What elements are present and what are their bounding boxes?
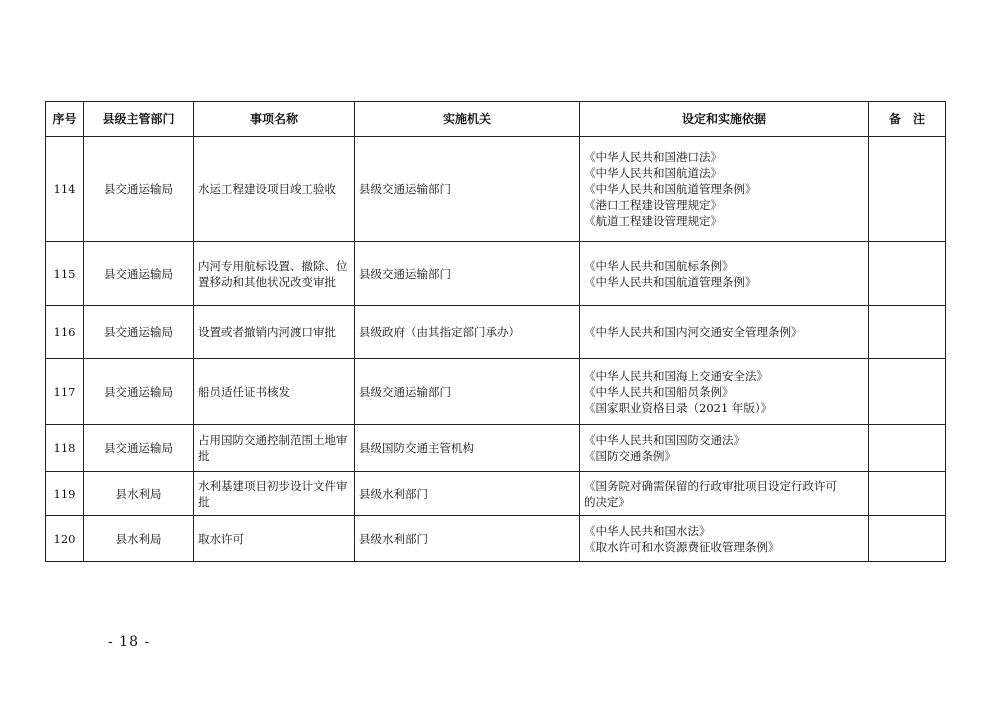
row-name: 设置或者撤销内河渡口审批 bbox=[194, 306, 355, 359]
row-dept: 县交通运输局 bbox=[84, 242, 194, 306]
row-dept: 县交通运输局 bbox=[84, 425, 194, 472]
table-row bbox=[46, 306, 946, 359]
basis-line: 《中华人民共和国航道法》 bbox=[584, 166, 722, 180]
header-name: 事项名称 bbox=[194, 102, 355, 137]
row-basis bbox=[580, 359, 869, 425]
basis-line: 《中华人民共和国航道管理条例》 bbox=[584, 182, 757, 196]
row-num: 120 bbox=[46, 516, 84, 562]
basis-line: 《中华人民共和国内河交通安全管理条例》 bbox=[584, 325, 803, 339]
row-name: 水运工程建设项目竣工验收 bbox=[194, 137, 355, 242]
basis-line: 《中华人民共和国航道管理条例》 bbox=[584, 274, 757, 289]
row-remark bbox=[869, 306, 946, 359]
table-header-row bbox=[46, 102, 946, 137]
basis-line: 《中华人民共和国海上交通安全法》 bbox=[584, 368, 768, 383]
row-org: 县级国防交通主管机构 bbox=[355, 425, 580, 472]
row-num: 116 bbox=[46, 306, 84, 359]
row-basis bbox=[580, 137, 869, 242]
row-basis bbox=[580, 472, 869, 516]
header-remark: 备 注 bbox=[869, 102, 946, 137]
row-basis bbox=[580, 516, 869, 562]
row-org: 县级交通运输部门 bbox=[355, 242, 580, 306]
row-org: 县级政府（由其指定部门承办） bbox=[355, 306, 580, 359]
row-basis bbox=[580, 425, 869, 472]
basis-line: 《中华人民共和国航标条例》 bbox=[584, 258, 734, 273]
row-basis bbox=[580, 306, 869, 359]
header-basis: 设定和实施依据 bbox=[580, 102, 869, 137]
approval-items-table bbox=[45, 101, 946, 562]
row-num: 118 bbox=[46, 425, 84, 472]
basis-line: 的决定》 bbox=[584, 494, 630, 509]
row-dept: 县交通运输局 bbox=[84, 359, 194, 425]
basis-line: 《港口工程建设管理规定》 bbox=[584, 198, 722, 212]
row-num: 115 bbox=[46, 242, 84, 306]
row-num: 119 bbox=[46, 472, 84, 516]
page-number: - 18 - bbox=[108, 634, 151, 650]
table-row bbox=[46, 137, 946, 242]
table-row bbox=[46, 359, 946, 425]
header-org: 实施机关 bbox=[355, 102, 580, 137]
row-org: 县级水利部门 bbox=[355, 472, 580, 516]
row-org: 县级水利部门 bbox=[355, 516, 580, 562]
table-row bbox=[46, 425, 946, 472]
header-dept: 县级主管部门 bbox=[84, 102, 194, 137]
table-row bbox=[46, 472, 946, 516]
row-remark bbox=[869, 516, 946, 562]
row-remark bbox=[869, 137, 946, 242]
basis-line: 《国家职业资格目录（2021 年版）》 bbox=[584, 400, 773, 415]
basis-line: 《中华人民共和国港口法》 bbox=[584, 150, 722, 164]
row-org: 县级交通运输部门 bbox=[355, 359, 580, 425]
row-name: 占用国防交通控制范围土地审批 bbox=[194, 425, 355, 472]
row-dept: 县水利局 bbox=[84, 472, 194, 516]
basis-line: 《国防交通条例》 bbox=[584, 449, 676, 463]
basis-line: 《中华人民共和国船员条例》 bbox=[584, 384, 734, 399]
row-remark bbox=[869, 425, 946, 472]
row-dept: 县交通运输局 bbox=[84, 306, 194, 359]
row-name: 船员适任证书核发 bbox=[194, 359, 355, 425]
row-basis bbox=[580, 242, 869, 306]
basis-line: 《中华人民共和国国防交通法》 bbox=[584, 433, 745, 447]
header-num: 序号 bbox=[46, 102, 84, 137]
row-org: 县级交通运输部门 bbox=[355, 137, 580, 242]
row-name: 水利基建项目初步设计文件审批 bbox=[194, 472, 355, 516]
basis-line: 《航道工程建设管理规定》 bbox=[584, 214, 722, 228]
row-remark bbox=[869, 472, 946, 516]
table-row bbox=[46, 242, 946, 306]
row-remark bbox=[869, 359, 946, 425]
row-name: 内河专用航标设置、撤除、位置移动和其他状况改变审批 bbox=[194, 242, 355, 306]
row-num: 117 bbox=[46, 359, 84, 425]
row-num: 114 bbox=[46, 137, 84, 242]
table-row bbox=[46, 516, 946, 562]
row-dept: 县交通运输局 bbox=[84, 137, 194, 242]
row-dept: 县水利局 bbox=[84, 516, 194, 562]
row-name: 取水许可 bbox=[194, 516, 355, 562]
basis-line: 《国务院对确需保留的行政审批项目设定行政许可 bbox=[584, 478, 837, 493]
basis-line: 《取水许可和水资源费征收管理条例》 bbox=[584, 539, 780, 554]
basis-line: 《中华人民共和国水法》 bbox=[584, 523, 711, 538]
row-remark bbox=[869, 242, 946, 306]
